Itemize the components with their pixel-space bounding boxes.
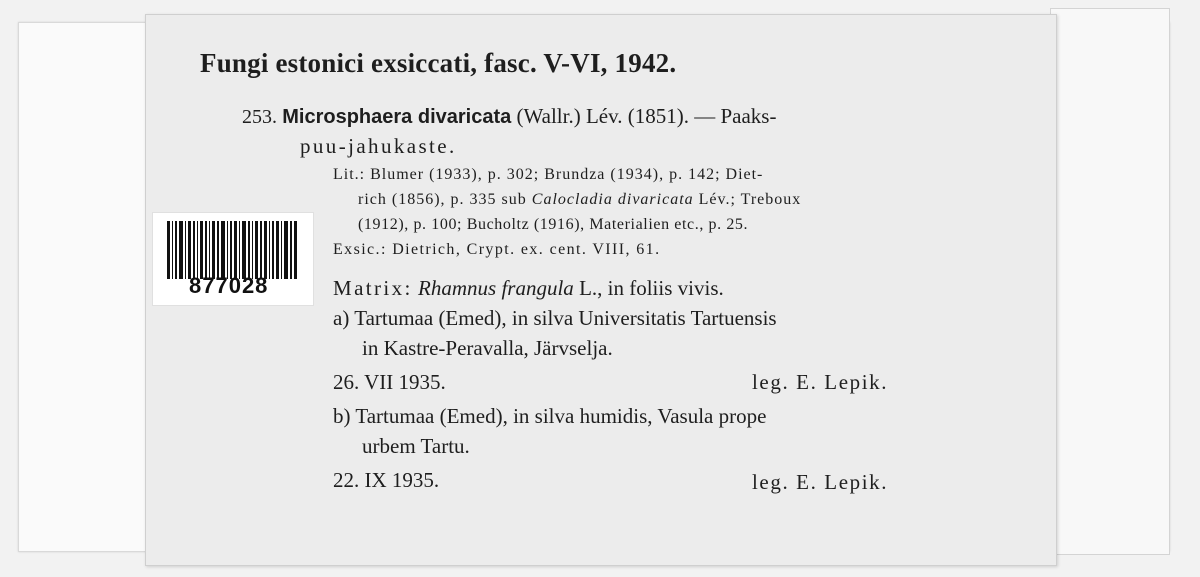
mounting-sheet-edge — [1050, 8, 1170, 555]
locality-a-date: 26. VII 1935. — [333, 370, 446, 394]
locality-a-line-1: a) Tartumaa (Emed), in silva Universitatis Tartuensis — [333, 306, 777, 330]
barcode-number: 877028 — [189, 273, 269, 298]
label-title: Fungi estonici exsiccati, fasc. V-VI, 1942. — [200, 48, 677, 78]
exsiccata-label: Exsic.: — [333, 241, 387, 258]
barcode-label — [152, 212, 314, 306]
locality-b-collector: leg. E. Lepik. — [752, 470, 889, 494]
exsiccata-line: Exsic.: Dietrich, Crypt. ex. cent. VIII, 61. — [333, 241, 661, 258]
literature-label: Lit.: — [333, 166, 366, 183]
species-authority: (Wallr.) Lév. (1851). — Paaks- — [516, 104, 777, 128]
locality-b-line-1: b) Tartumaa (Emed), in silva humidis, Vasula prope — [333, 404, 767, 428]
literature-line-3: (1912), p. 100; Bucholtz (1916), Materialien etc., p. 25. — [358, 216, 749, 233]
locality-a-line-2: in Kastre-Peravalla, Järvselja. — [362, 336, 613, 360]
matrix-label: Matrix: — [333, 276, 413, 300]
common-name: puu-jahukaste. — [300, 134, 457, 158]
host-name: Rhamnus frangula — [418, 276, 574, 300]
entry-line — [242, 104, 776, 129]
barcode-icon — [167, 221, 299, 279]
literature-line-2: rich (1856), p. 335 sub Calocladia divaricata Lév.; Treboux — [358, 191, 802, 208]
entry-number: 253. — [242, 106, 277, 128]
matrix-line: Matrix: Rhamnus frangula L., in foliis vivis. — [333, 276, 724, 300]
species-name: Microsphaera divaricata — [282, 106, 512, 128]
locality-a-collector: leg. E. Lepik. — [752, 370, 889, 394]
locality-b-date: 22. IX 1935. — [333, 468, 440, 492]
literature-line-1: Lit.: Blumer (1933), p. 302; Brundza (1934), p. 142; Diet- — [333, 166, 764, 183]
locality-b-line-2: urbem Tartu. — [362, 434, 470, 458]
